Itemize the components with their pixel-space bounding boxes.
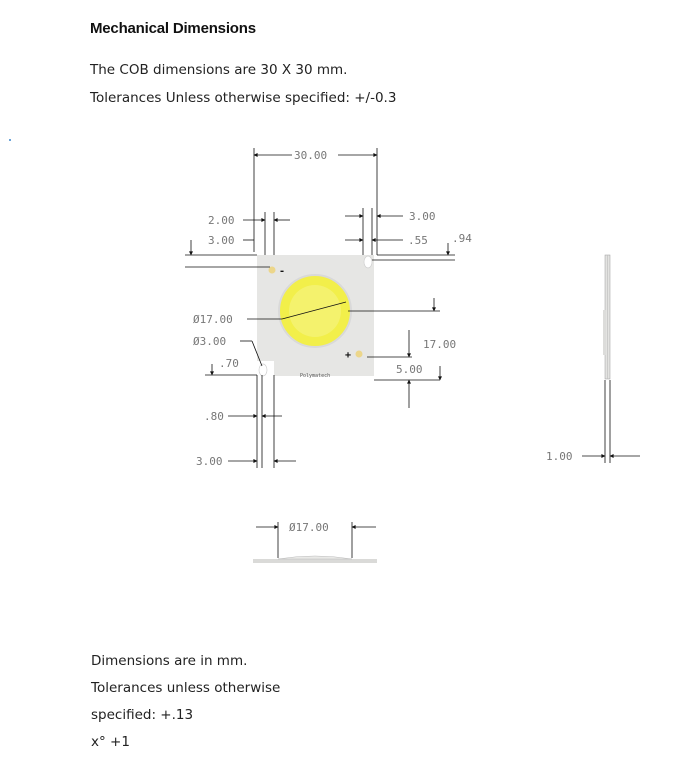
dim-80: .80 [204, 410, 224, 423]
dim-right-3: 3.00 [409, 210, 436, 223]
dim-h-5: 5.00 [396, 363, 423, 376]
side-view-lens [603, 310, 606, 355]
dim-left-2: 2.00 [208, 214, 235, 227]
page-title: Mechanical Dimensions [90, 20, 256, 37]
dim-left-3: 3.00 [208, 234, 235, 247]
dim-right-55: .55 [408, 234, 428, 247]
dimension-labels [193, 149, 573, 534]
note-tolerance-value: specified: +.13 [91, 707, 194, 723]
positive-pad [356, 351, 363, 358]
intro-line-tolerance: Tolerances Unless otherwise specified: +/-0.3 [90, 90, 397, 106]
note-angle-tolerance: x° +1 [91, 734, 130, 750]
mounting-hole-bottom-left [259, 364, 267, 376]
note-units: Dimensions are in mm. [91, 653, 248, 669]
note-tolerance: Tolerances unless otherwise [91, 680, 281, 696]
dim-width-total: 30.00 [294, 149, 328, 162]
mounting-hole-top-right [364, 256, 372, 268]
dim-dia-3: Ø3.00 [193, 335, 227, 348]
negative-pad [269, 267, 276, 274]
intro-line-size: The COB dimensions are 30 X 30 mm. [90, 62, 348, 78]
board-label: Polymatech [300, 373, 331, 379]
dim-dia-17: Ø17.00 [193, 313, 233, 326]
bottom-view-lens [278, 556, 352, 559]
dim-bottom-3: 3.00 [196, 455, 223, 468]
bottom-view-board [253, 559, 377, 563]
dim-right-94: .94 [452, 232, 472, 245]
dim-bottom-dia-17: Ø17.00 [289, 521, 329, 534]
plus-sign: + [345, 350, 352, 361]
dim-h-17: 17.00 [423, 338, 457, 351]
minus-sign: - [279, 266, 286, 277]
led-emitter-core [289, 285, 341, 337]
dim-70: .70 [219, 357, 239, 370]
dim-side-thickness: 1.00 [546, 450, 573, 463]
